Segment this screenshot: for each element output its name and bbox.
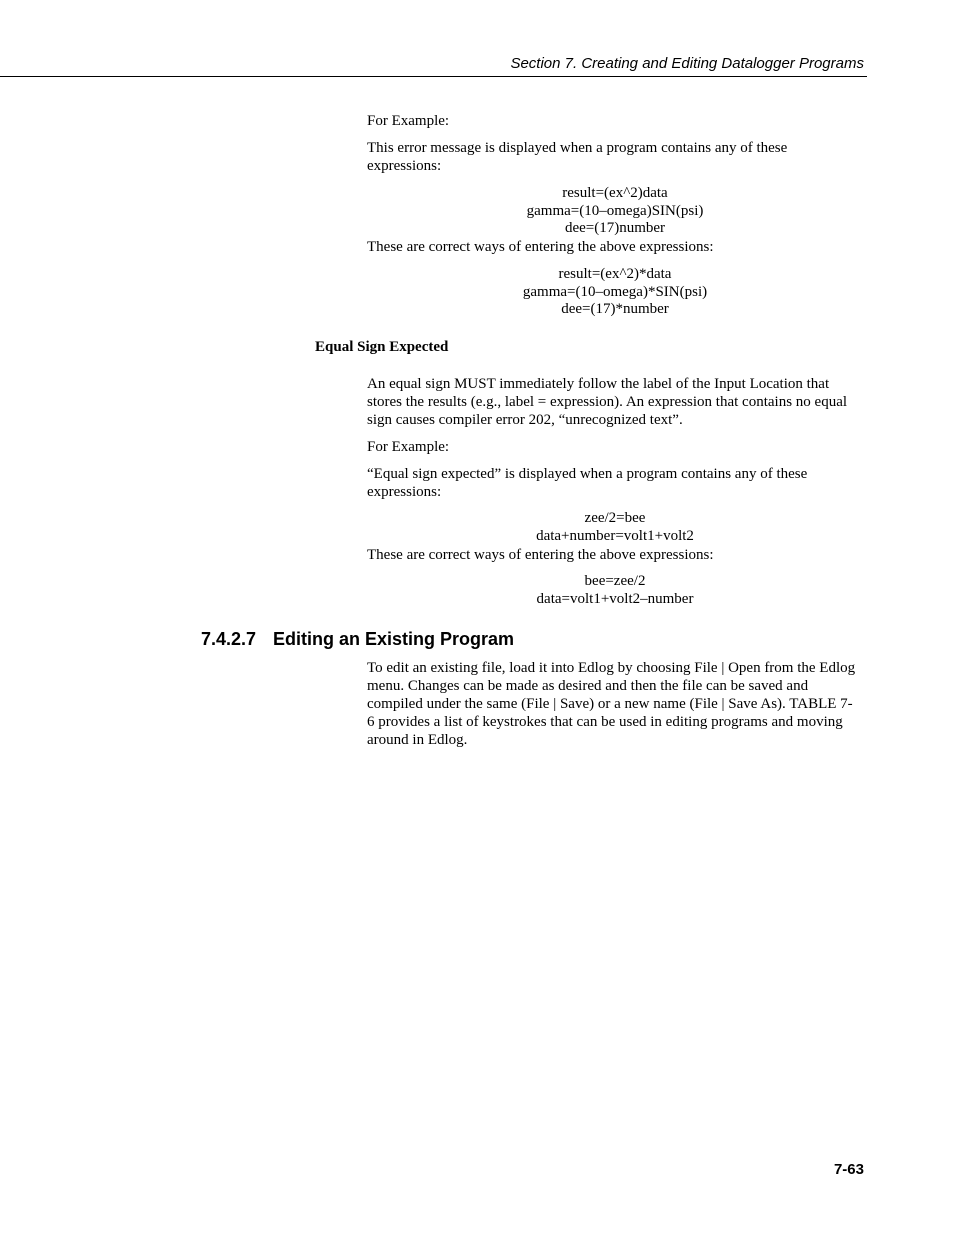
error-intro-paragraph-2: “Equal sign expected” is displayed when a program contains any of these expressions: (367, 466, 808, 500)
running-header: Section 7. Creating and Editing Datalogger Programs (510, 55, 864, 72)
correct-expressions-2 (367, 573, 863, 608)
wrong-expressions-1 (367, 185, 863, 238)
code-line: gamma=(10–omega)*SIN(psi) (522, 283, 708, 300)
correct-intro-2: These are correct ways of entering the above expressions: (367, 547, 714, 563)
code-line: dee=(17)number (564, 220, 666, 236)
code-line: dee=(17)*number (561, 301, 669, 317)
section-heading (201, 628, 514, 650)
code-line: zee/2=bee (584, 510, 646, 526)
header-rule (0, 76, 867, 77)
correct-expressions-1 (367, 266, 863, 319)
code-line: bee=zee/2 (584, 573, 646, 589)
code-line: gamma=(10–omega)SIN(psi) (526, 202, 704, 219)
equal-sign-heading: Equal Sign Expected (315, 339, 449, 355)
code-line: data=volt1+volt2–number (536, 590, 694, 607)
error-intro-paragraph-1: This error message is displayed when a program contains any of these expressions: (367, 140, 788, 174)
equal-sign-description: An equal sign MUST immediately follow the label of the Input Location that stores the results (e.g., label = expression). An expression that contains no equal sign causes compiler error 202, “unrecognized text”. (367, 376, 848, 428)
section-title: Editing an Existing Program (273, 629, 515, 649)
section-body-paragraph: To edit an existing file, load it into Edlog by choosing File | Open from the Edlog menu. Changes can be made as desired and then the file can be saved and compiled under the same (File | Save) or a new name (File | Save As). TABLE 7-6 provides a list of keystrokes that can be used in editing programs and moving around in Edlog. (367, 660, 856, 748)
page-number: 7-63 (833, 1161, 864, 1178)
code-line: result=(ex^2)*data (558, 266, 672, 282)
code-line: result=(ex^2)data (562, 185, 668, 201)
section-number: 7.4.2.7 (201, 629, 257, 649)
correct-intro-1: These are correct ways of entering the above expressions: (367, 239, 714, 255)
code-line: data+number=volt1+volt2 (536, 527, 694, 544)
for-example-label-1: For Example: (367, 113, 450, 129)
for-example-label-2: For Example: (367, 439, 450, 455)
wrong-expressions-2 (367, 510, 863, 545)
